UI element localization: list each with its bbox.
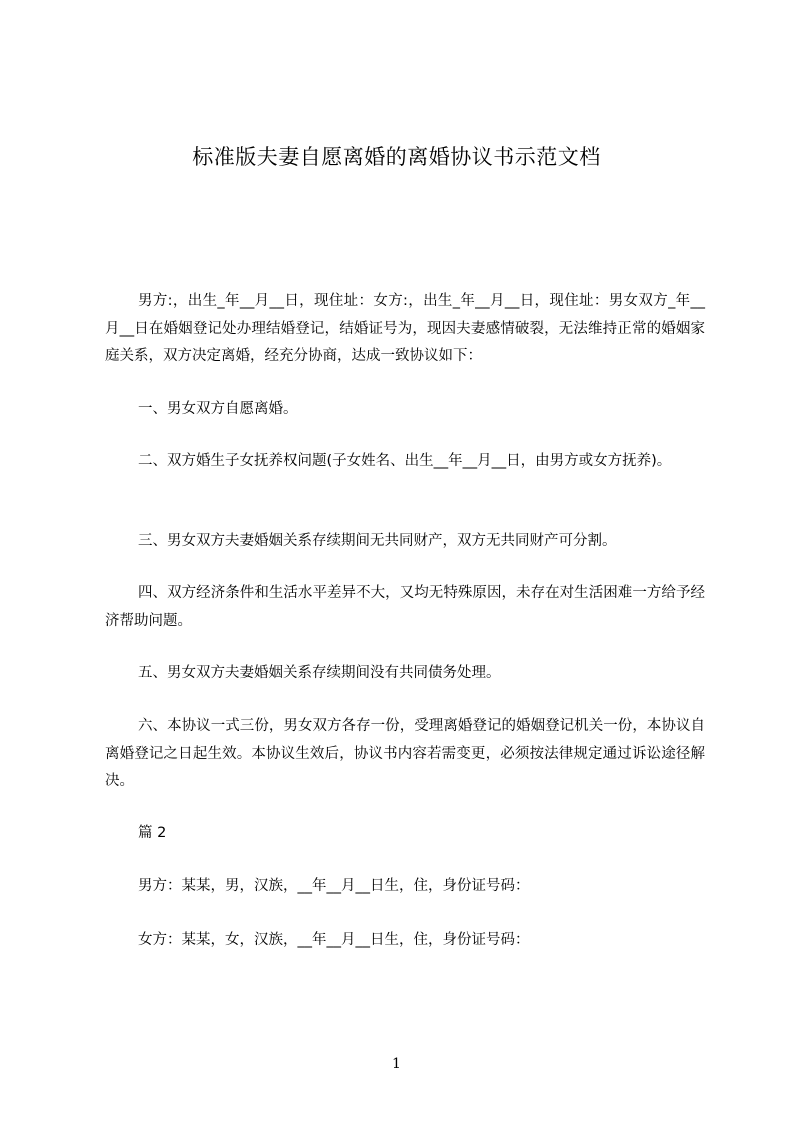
page-title: 标准版夫妻自愿离婚的离婚协议书示范文档 bbox=[192, 145, 601, 169]
clause-2: 二、双方婚生子女抚养权问题(子女姓名、出生__年__月__日，由男方或女方抚养)。 bbox=[138, 453, 672, 469]
clause-6: 六、本协议一式三份，男女双方各存一份，受理离婚登记的婚姻登记机关一份，本协议自离婚登记之日起生效。本协议生效后，协议书内容若需变更，必须按法律规定通过诉讼途径解决。 bbox=[105, 718, 705, 789]
female-party-info: 女方：某某，女，汉族，__年__月__日生，住，身份证号码： bbox=[138, 932, 530, 948]
clause-4: 四、双方经济条件和生活水平差异不大，又均无特殊原因，未存在对生活困难一方给予经济帮助问题。 bbox=[105, 585, 705, 629]
clause-3: 三、男女双方夫妻婚姻关系存续期间无共同财产，双方无共同财产可分割。 bbox=[138, 533, 617, 549]
page-number: 1 bbox=[392, 1056, 401, 1072]
clause-1: 一、男女双方自愿离婚。 bbox=[138, 401, 298, 417]
male-party-info: 男方：某某，男，汉族，__年__月__日生，住，身份证号码： bbox=[138, 878, 530, 894]
clause-5: 五、男女双方夫妻婚姻关系存续期间没有共同债务处理。 bbox=[138, 665, 501, 681]
section-label: 篇 2 bbox=[138, 825, 167, 841]
intro-paragraph: 男方:，出生_年__月__日，现住址：女方:，出生_年__月__日，现住址：男女双方_年__月__日在婚姻登记处办理结婚登记，结婚证号为，现因夫妻感情破裂，无法维持正常的婚姻家庭关系，双方决定离婚，经充分协商，达成一致协议如下： bbox=[105, 293, 705, 364]
